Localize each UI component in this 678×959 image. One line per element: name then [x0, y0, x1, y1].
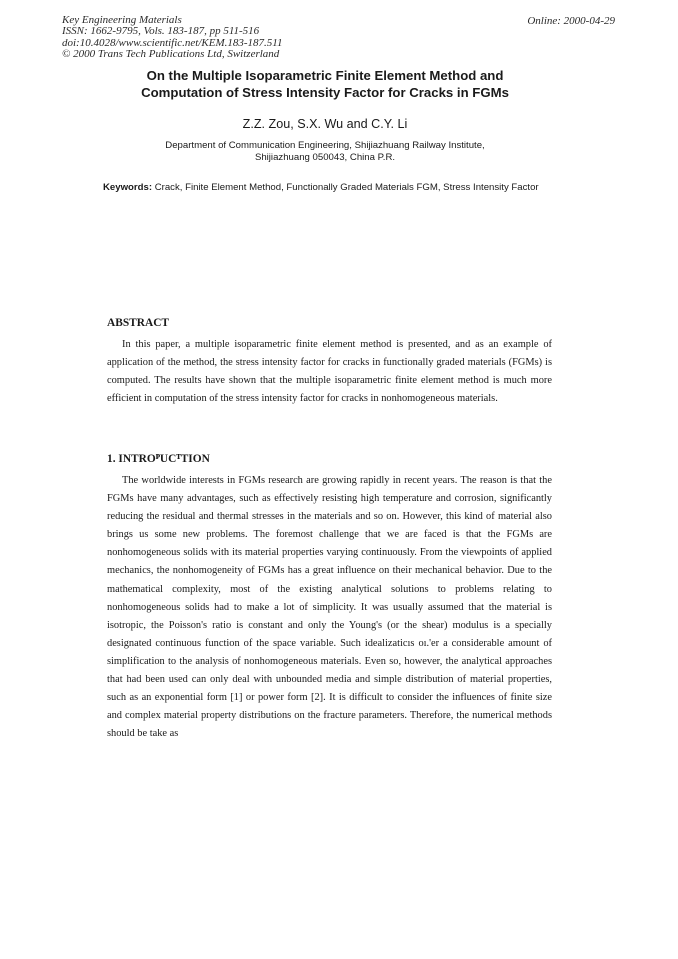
issn-line: ISSN: 1662-9795, Vols. 183-187, pp 511-516: [62, 25, 260, 38]
doi-line: doi:10.4028/www.scientific.net/KEM.183-187.511: [62, 36, 283, 49]
abstract-heading: ABSTRACT: [107, 317, 170, 329]
copyright-line: © 2000 Trans Tech Publications Ltd, Switzerland: [62, 48, 280, 61]
abstract-paragraph: In this paper, a multiple isoparametric finite element method is presented, and as an example of application of the method, the stress intensity factor for cracks in functionally graded materials (FGMs) is computed. The results have shown that the multiple isoparametric finite element method is much more efficient in computation of the stress intensity factor for cracks in nonhomogeneous materials.: [107, 339, 552, 405]
affiliation-line-1: Department of Communication Engineering, Shijiazhuang Railway Institute,: [165, 140, 485, 151]
authors: Z.Z. Zou, S.X. Wu and C.Y. Li: [242, 117, 408, 131]
publication-info: [62, 15, 283, 61]
keywords-label: Keywords:: [103, 182, 153, 193]
introduction-paragraph: The worldwide interests in FGMs research are growing rapidly in recent years. The reason is that the FGMs have many advantages, such as effectively resisting high temperature and corrosion, significantly reducing the residual and thermal stresses in the materials and so on. However, this kind of material also brings us some new problems. The foremost challenge that we are faced is that the FGMs are nonhomogeneous solids with its material properties varying continuously. From the viewpoints of applied mechanics, the nonhomogeneity of FGMs has a great influence on their mechanical behavior. Due to the mathematical complexity, most of the existing analytical solutions to problems relating to nonhomogeneous solids had to make a lot of simplicity. It was usually assumed that the material is isotropic, the Poisson's ratio is constant and only the Young's (or the shear) modulus is a specially designated continuous function of the space variable. Such idealizaticıs oı.'er a considerable amount of simplification to the analysis of nonhomogeneous materials. Even so, however, the analytical approaches that had been used can only deal with unbounded media and simple distribution of material properties, such as an exponential form [1] or power form [2]. It is difficult to consider the influences of finite size and complex material property distributions on the fracture parameters. Therefore, the numerical methods should be take as: [107, 475, 552, 740]
paper-title: [100, 68, 550, 101]
introduction-body: [107, 472, 552, 743]
title-line-2: Computation of Stress Intensity Factor for Cracks in FGMs: [141, 84, 509, 100]
keywords: [103, 182, 548, 194]
title-line-1: On the Multiple Isoparametric Finite Element Method and: [146, 68, 504, 83]
keywords-text: Crack, Finite Element Method, Functionally Graded Materials FGM, Stress Intensity Factor: [154, 182, 539, 193]
affiliation-line-2: Shijiazhuang 050043, China P.R.: [254, 151, 396, 163]
journal-name: Key Engineering Materials: [62, 14, 182, 26]
introduction-heading: 1. INTROᴾUCᵀTION: [107, 453, 210, 465]
abstract-body: [107, 336, 552, 408]
affiliation: [100, 140, 550, 163]
online-date: Online: 2000-04-29: [527, 15, 615, 27]
